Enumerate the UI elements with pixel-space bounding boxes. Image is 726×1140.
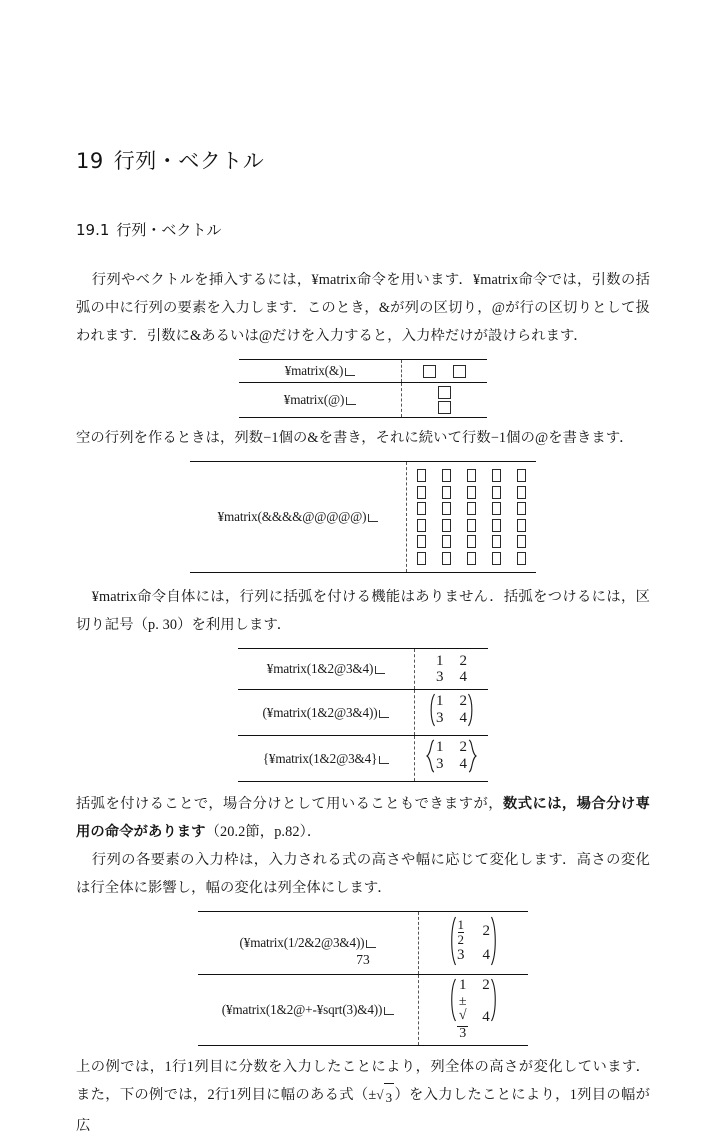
command-text: ¥matrix(1&2@3&4) bbox=[266, 660, 374, 676]
fraction bbox=[458, 918, 465, 947]
command-cell bbox=[238, 648, 415, 690]
right-paren-icon bbox=[467, 693, 476, 727]
input-box[interactable] bbox=[467, 486, 476, 499]
input-box[interactable] bbox=[467, 552, 476, 565]
matrix-with-sqrt bbox=[448, 978, 499, 1042]
input-box[interactable] bbox=[442, 502, 451, 515]
radicand: 3 bbox=[384, 1083, 395, 1112]
paragraph-4 bbox=[76, 782, 650, 846]
radical-icon: √ bbox=[458, 1008, 467, 1024]
command-text: (¥matrix(1/2&2@3&4)) bbox=[239, 935, 365, 950]
result-cell bbox=[415, 690, 489, 736]
input-box-grid bbox=[417, 465, 526, 569]
page-title bbox=[76, 0, 650, 175]
table-row bbox=[239, 383, 487, 418]
paragraph-4-part-a: 括弧を付けることで，場合分けとして用いることもできますが， bbox=[76, 796, 503, 812]
input-box[interactable] bbox=[417, 535, 426, 548]
input-box[interactable] bbox=[417, 486, 426, 499]
input-box[interactable] bbox=[467, 469, 476, 482]
input-box[interactable] bbox=[492, 552, 501, 565]
return-mark-icon bbox=[366, 940, 376, 948]
table-matrix-brackets bbox=[238, 648, 488, 783]
input-box[interactable] bbox=[442, 519, 451, 532]
matrix-cell: 3 bbox=[457, 946, 465, 963]
input-box[interactable] bbox=[438, 386, 451, 399]
input-box-column bbox=[412, 386, 477, 414]
matrix-cell: 2 bbox=[482, 977, 490, 993]
command-cell bbox=[190, 462, 407, 573]
matrix-cell: 1 bbox=[459, 977, 467, 993]
paragraph-6 bbox=[76, 1046, 650, 1140]
input-box[interactable] bbox=[492, 519, 501, 532]
input-box[interactable] bbox=[417, 519, 426, 532]
input-box[interactable] bbox=[467, 519, 476, 532]
input-box[interactable] bbox=[517, 486, 526, 499]
matrix-cell: 4 bbox=[482, 1009, 490, 1026]
matrix-grid bbox=[436, 654, 467, 687]
command-text: {¥matrix(1&2@3&4} bbox=[262, 750, 378, 766]
left-paren-icon bbox=[427, 693, 436, 727]
paragraph-4-part-b: （20.2節，p.82）． bbox=[205, 824, 322, 840]
input-box[interactable] bbox=[442, 486, 451, 499]
radical-icon: √ bbox=[376, 1086, 384, 1102]
table-empty-matrix-grid bbox=[190, 461, 536, 573]
input-box[interactable] bbox=[417, 502, 426, 515]
fraction-numerator: 1 bbox=[457, 916, 464, 932]
input-box-row bbox=[417, 519, 526, 532]
paragraph-6-part-a: 上の例では，1行1列目に分数を入力したことにより，列全体の高さが変化しています．また，下の例では，2行1列目に幅のある式（± bbox=[76, 1058, 650, 1103]
input-box[interactable] bbox=[492, 535, 501, 548]
input-box[interactable] bbox=[442, 469, 451, 482]
matrix-cell: 4 bbox=[459, 755, 467, 772]
matrix-plain bbox=[436, 654, 467, 687]
left-paren-icon bbox=[448, 978, 457, 1022]
command-text: ¥matrix(&&&&@@@@@) bbox=[217, 508, 367, 524]
result-cell bbox=[419, 975, 529, 1046]
input-box[interactable] bbox=[492, 469, 501, 482]
command-cell bbox=[239, 360, 402, 383]
table-row bbox=[238, 690, 488, 736]
matrix-cell: 1 bbox=[436, 692, 444, 709]
input-box[interactable] bbox=[517, 469, 526, 482]
input-box[interactable] bbox=[442, 552, 451, 565]
fraction-denominator: 2 bbox=[457, 931, 464, 947]
chapter-title: 行列・ベクトル bbox=[113, 149, 265, 173]
command-cell bbox=[198, 975, 419, 1046]
command-text: (¥matrix(1&2@3&4)) bbox=[262, 704, 378, 720]
input-box[interactable] bbox=[492, 486, 501, 499]
matrix-cell: 2 bbox=[459, 692, 467, 709]
matrix-cell: 1 bbox=[436, 738, 444, 755]
plus-minus-sign: ± bbox=[458, 993, 467, 1009]
input-box-row bbox=[412, 365, 477, 378]
matrix-cell: 4 bbox=[459, 709, 467, 726]
matrix-braced bbox=[425, 739, 478, 773]
input-box[interactable] bbox=[492, 502, 501, 515]
table-row bbox=[198, 975, 528, 1046]
sqrt-expression bbox=[457, 995, 468, 1042]
return-mark-icon bbox=[379, 710, 389, 718]
matrix-cell: 1 bbox=[436, 652, 444, 669]
input-box[interactable] bbox=[442, 535, 451, 548]
result-cell bbox=[415, 648, 489, 690]
input-box-row bbox=[417, 486, 526, 499]
input-box[interactable] bbox=[517, 552, 526, 565]
matrix-grid bbox=[457, 978, 490, 1042]
paragraph-3: ¥matrix命令自体には，行列に括弧を付ける機能はありません．括弧をつけるには，区切り記号（p. 30）を利用します． bbox=[76, 588, 650, 633]
table-row bbox=[238, 648, 488, 690]
table-empty-matrix-basic bbox=[239, 359, 487, 418]
input-box[interactable] bbox=[517, 535, 526, 548]
matrix-cell: 2 bbox=[459, 738, 467, 755]
command-cell bbox=[238, 690, 415, 736]
input-box-row bbox=[417, 469, 526, 482]
matrix-cell: 3 bbox=[436, 669, 444, 686]
inline-sqrt bbox=[376, 1081, 394, 1112]
section-number: 19.1 bbox=[76, 221, 110, 239]
return-mark-icon bbox=[368, 514, 378, 522]
command-text: ¥matrix(@) bbox=[283, 392, 345, 407]
paragraph-1: 行列やベクトルを挿入するには，¥matrix命令を用います．¥matrix命令では，引数の括弧の中に行列の要素を入力します．このとき，&が列の区切り，@が行の区切りとして扱われます．引数に&あるいは@だけを入力すると，入力枠だけが設けられます． bbox=[76, 272, 650, 344]
input-box[interactable] bbox=[517, 502, 526, 515]
matrix-cell: 2 bbox=[459, 652, 467, 669]
matrix-grid bbox=[436, 694, 467, 727]
input-box[interactable] bbox=[417, 552, 426, 565]
input-box-row bbox=[417, 502, 526, 515]
input-box[interactable] bbox=[467, 535, 476, 548]
result-cell bbox=[407, 462, 537, 573]
return-mark-icon bbox=[345, 368, 355, 376]
command-cell bbox=[238, 736, 415, 782]
matrix-cell: 4 bbox=[459, 669, 467, 686]
command-cell bbox=[239, 383, 402, 418]
input-box[interactable] bbox=[423, 365, 436, 378]
paragraph-5: 行列の各要素の入力枠は，入力される式の高さや幅に応じて変化します．高さの変化は行全体に影響し，幅の変化は列全体にします． bbox=[76, 852, 650, 896]
matrix-parenthesized bbox=[427, 693, 476, 727]
input-box-row bbox=[417, 552, 526, 565]
return-mark-icon bbox=[346, 397, 356, 405]
table-row bbox=[238, 736, 488, 782]
table-row bbox=[239, 360, 487, 383]
input-box-row bbox=[417, 535, 526, 548]
matrix-cell: 2 bbox=[482, 923, 490, 940]
right-brace-icon bbox=[467, 739, 478, 773]
left-brace-icon bbox=[425, 739, 436, 773]
matrix-cell: 4 bbox=[482, 946, 490, 963]
paragraph-4-emphasis: 数式には，場合分け専用の命令があります bbox=[76, 796, 650, 840]
return-mark-icon bbox=[379, 756, 389, 764]
radicand: 3 bbox=[459, 1026, 467, 1042]
result-cell bbox=[415, 736, 489, 782]
section-title: 行列・ベクトル bbox=[116, 221, 222, 239]
page-content bbox=[76, 0, 650, 1140]
page-number: 73 bbox=[356, 952, 370, 967]
table-row bbox=[190, 462, 536, 573]
right-paren-icon bbox=[490, 978, 499, 1022]
input-box[interactable] bbox=[417, 469, 426, 482]
input-box[interactable] bbox=[517, 519, 526, 532]
command-text: (¥matrix(1&2@+-¥sqrt(3)&4)) bbox=[221, 1001, 383, 1017]
return-mark-icon bbox=[375, 666, 385, 674]
matrix-grid bbox=[436, 740, 467, 773]
result-cell bbox=[402, 360, 488, 383]
chapter-number: 19 bbox=[76, 149, 104, 173]
matrix-cell: 3 bbox=[436, 709, 444, 726]
input-box[interactable] bbox=[467, 502, 476, 515]
input-box[interactable] bbox=[438, 401, 451, 414]
section-heading bbox=[76, 175, 650, 240]
return-mark-icon bbox=[384, 1007, 394, 1015]
paragraph-6-part-b: ）を入力したことにより，1列目の幅が広 bbox=[76, 1086, 650, 1134]
matrix-cell: 3 bbox=[436, 755, 444, 772]
input-box[interactable] bbox=[453, 365, 466, 378]
result-cell bbox=[402, 383, 488, 418]
command-text: ¥matrix(&) bbox=[284, 363, 344, 378]
table-matrix-sizing bbox=[198, 911, 528, 1046]
paragraph-2: 空の行列を作るときは，列数−1個の&を書き，それに続いて行数−1個の@を書きます． bbox=[76, 430, 634, 446]
